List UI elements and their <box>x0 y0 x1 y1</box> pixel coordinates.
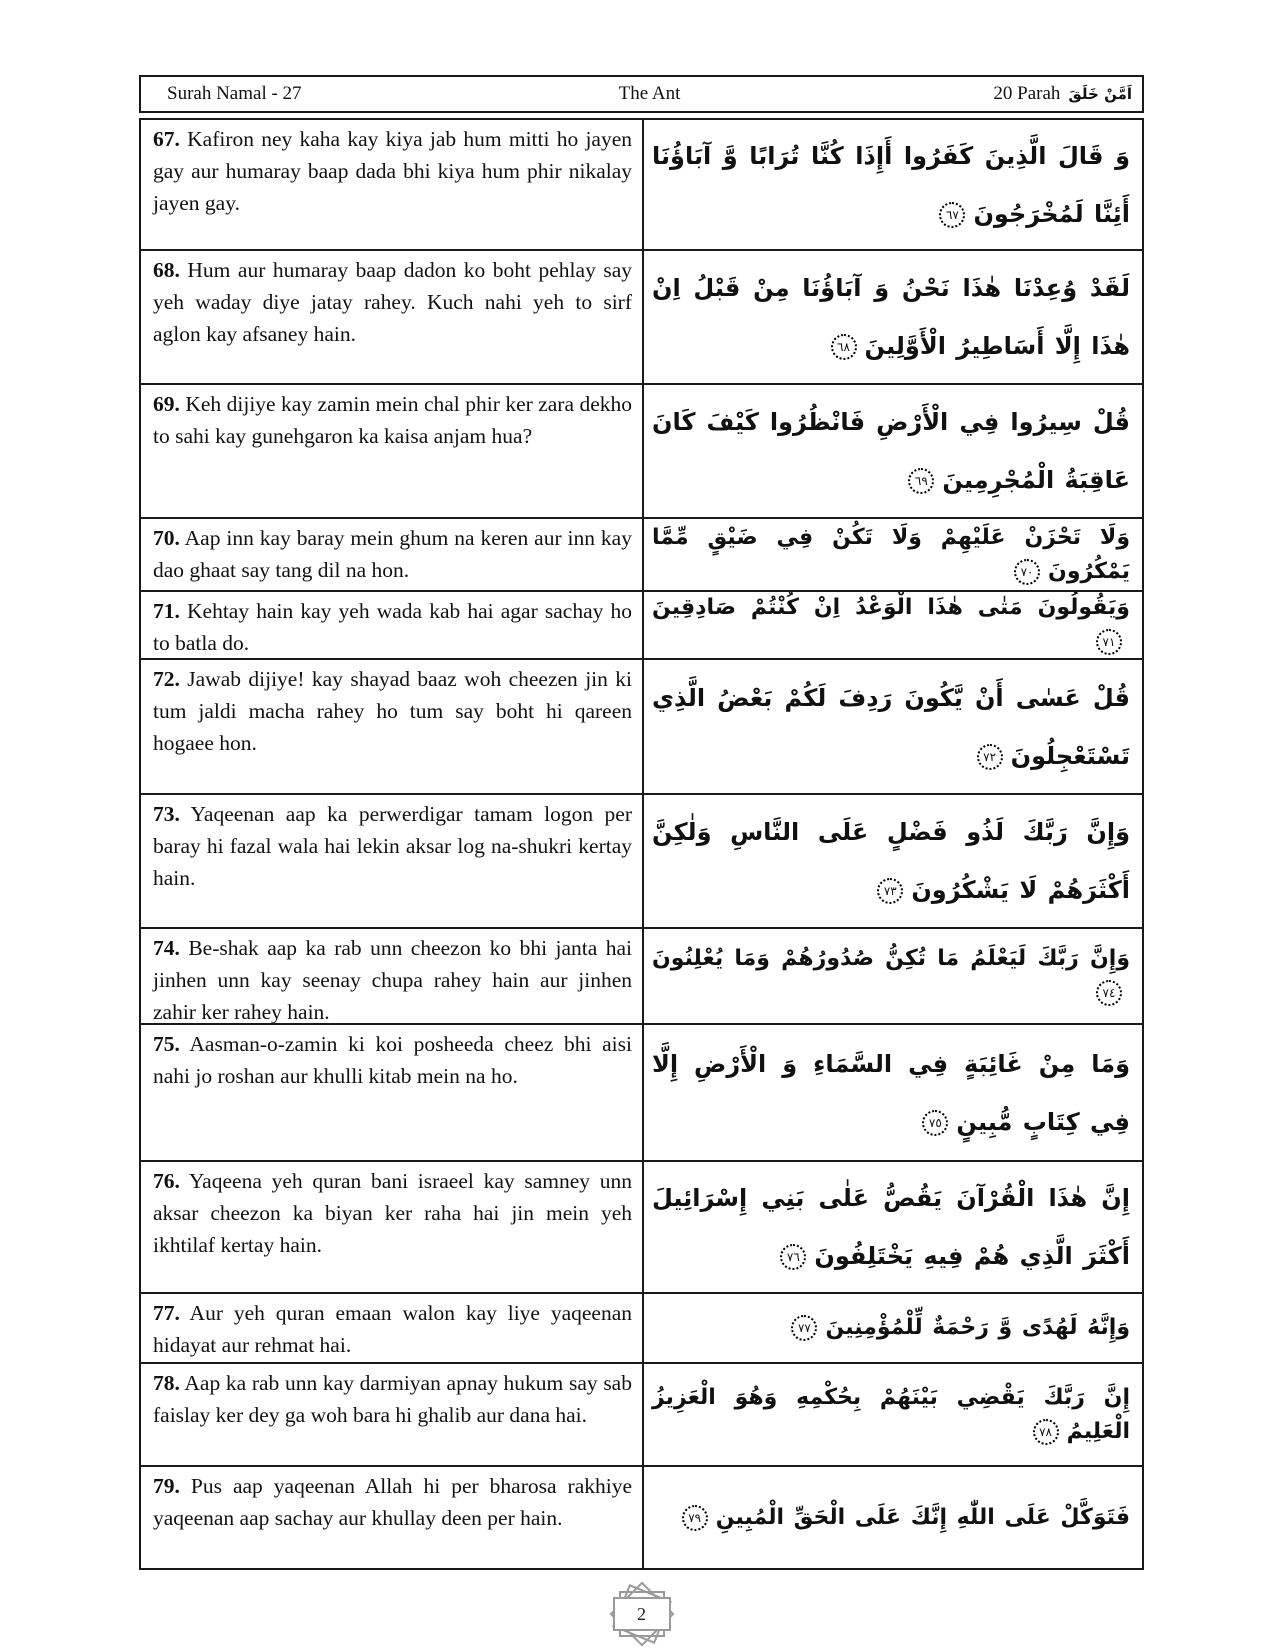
translation-cell <box>141 660 644 793</box>
verse-number: 71. <box>153 599 180 623</box>
page-header <box>139 75 1144 113</box>
arabic-text: وَإِنَّ رَبَّكَ لَيَعْلَمُ مَا تُكِنُّ صُدُورُهُمْ وَمَا يُعْلِنُونَ <box>652 946 1130 971</box>
arabic-text: وَ قَالَ الَّذِينَ كَفَرُوا أَإِذَا كُنَّا تُرَابًا وَّ آبَاؤُنَا أَئِنَّا لَمُخْرَجُونَ <box>652 141 1130 228</box>
translation-text: Hum aur humaray baap dadon ko boht pehlay say yeh waday diye jatay rahey. Kuch nahi yeh to sirf aglon kay afsaney hain. <box>153 258 632 346</box>
surah-english-name: The Ant <box>618 83 681 104</box>
translation-cell <box>141 592 644 658</box>
translation-cell <box>141 251 644 383</box>
arabic-text: قُلْ سِيرُوا فِي الْأَرْضِ فَانْظُرُوا كَيْفَ كَانَ عَاقِبَةُ الْمُجْرِمِينَ <box>652 408 1130 494</box>
arabic-text: إِنَّ هٰذَا الْقُرْآنَ يَقُصُّ عَلٰى بَنِي إِسْرَائِيلَ أَكْثَرَ الَّذِي هُمْ فِيهِ يَخْتَلِفُونَ <box>652 1184 1130 1270</box>
verse-row-77 <box>141 1294 1142 1364</box>
ayah-end-marker: ٦٩ <box>908 468 934 494</box>
translation-cell <box>141 1467 644 1568</box>
arabic-cell <box>644 385 1142 517</box>
verse-row-78 <box>141 1364 1142 1467</box>
translation-text: Yaqeena yeh quran bani israeel kay samney unn aksar cheezon ka biyan ker raha hai jin mein yeh ikhtilaf kertay hain. <box>153 1169 632 1257</box>
verse-number: 68. <box>153 258 180 282</box>
arabic-text: إِنَّ رَبَّكَ يَقْضِي بَيْنَهُمْ بِحُكْمِهِ وَهُوَ الْعَزِيزُ الْعَلِيمُ <box>652 1384 1130 1444</box>
translation-cell <box>141 519 644 590</box>
translation-text: Aur yeh quran emaan walon kay liye yaqeenan hidayat aur rehmat hai. <box>153 1301 632 1357</box>
verse-number: 79. <box>153 1474 180 1498</box>
parah-label: 20 Parah <box>993 83 1061 104</box>
arabic-text: فَتَوَكَّلْ عَلَى اللّٰهِ إِنَّكَ عَلَى الْحَقِّ الْمُبِينِ <box>715 1504 1130 1530</box>
translation-cell <box>141 120 644 249</box>
verse-number: 77. <box>153 1301 180 1325</box>
translation-text: Aap ka rab unn kay darmiyan apnay hukum say sab faislay ker dey ga woh bara hi ghalib aur dana hai. <box>153 1371 632 1427</box>
arabic-text: وَمَا مِنْ غَائِبَةٍ فِي السَّمَاءِ وَ الْأَرْضِ إِلَّا فِي كِتَابٍ مُّبِينٍ <box>652 1049 1130 1136</box>
parah-arabic-calligraphy: اَمَّنْ خَلَقَ <box>1068 85 1133 103</box>
arabic-cell <box>644 120 1142 249</box>
verse-row-73 <box>141 795 1142 929</box>
verse-number: 78. <box>153 1371 180 1395</box>
arabic-text: وَيَقُولُونَ مَتٰى هٰذَا الْوَعْدُ اِنْ كُنْتُمْ صَادِقِينَ <box>652 595 1130 620</box>
arabic-cell <box>644 1162 1142 1292</box>
verse-row-72 <box>141 660 1142 795</box>
translation-text: Jawab dijiye! kay shayad baaz woh cheezen jin ki tum jaldi macha rahey ho tum say boht hi qareen hogaee hon. <box>153 667 632 755</box>
ayah-end-marker: ٧١ <box>1096 629 1122 655</box>
parah-info <box>810 83 1142 105</box>
verse-number: 74. <box>153 936 180 960</box>
translation-cell <box>141 1364 644 1465</box>
translation-text: Yaqeenan aap ka perwerdigar tamam logon per baray hi fazal wala hai lekin aksar log na-shukri kertay hain. <box>153 802 633 890</box>
verse-row-68 <box>141 251 1142 385</box>
translation-cell <box>141 1294 644 1362</box>
arabic-text: وَلَا تَحْزَنْ عَلَيْهِمْ وَلَا تَكُنْ فِي ضَيْقٍ مِّمَّا يَمْكُرُونَ <box>652 524 1130 584</box>
translation-cell <box>141 929 644 1023</box>
translation-cell <box>141 385 644 517</box>
verse-number: 76. <box>153 1169 180 1193</box>
ayah-end-marker: ٧٥ <box>922 1110 948 1136</box>
verses-table <box>139 118 1144 1570</box>
translation-cell <box>141 795 644 927</box>
verse-row-70 <box>141 519 1142 592</box>
verse-row-69 <box>141 385 1142 519</box>
verse-row-74 <box>141 929 1142 1025</box>
ayah-end-marker: ٧٦ <box>780 1244 806 1270</box>
arabic-cell <box>644 795 1142 927</box>
ayah-end-marker: ٧٠ <box>1014 559 1040 585</box>
verse-row-67 <box>141 120 1142 251</box>
translation-text: Aap inn kay baray mein ghum na keren aur inn kay dao ghaat say tang dil na hon. <box>153 526 632 582</box>
arabic-cell <box>644 929 1142 1023</box>
translation-text: Kafiron ney kaha kay kiya jab hum mitti ho jayen gay aur humaray baap dada bhi kiya hum phir nikalay jayen gay. <box>153 127 633 215</box>
arabic-cell <box>644 251 1142 383</box>
translation-text: Kehtay hain kay yeh wada kab hai agar sachay ho to batla do. <box>153 599 633 655</box>
translation-text: Pus aap yaqeenan Allah hi per bharosa rakhiye yaqeenan aap sachay aur khullay deen per hain. <box>153 1474 633 1530</box>
ayah-end-marker: ٧٧ <box>791 1315 817 1341</box>
ayah-end-marker: ٧٩ <box>682 1505 708 1531</box>
translation-text: Keh dijiye kay zamin mein chal phir ker zara dekho to sahi kay gunehgaron ka kaisa anjam hua? <box>153 392 633 448</box>
ayah-end-marker: ٧٨ <box>1033 1419 1059 1445</box>
translation-cell <box>141 1025 644 1160</box>
arabic-cell <box>644 1364 1142 1465</box>
verse-number: 73. <box>153 802 180 826</box>
ayah-end-marker: ٧٢ <box>977 744 1003 770</box>
ayah-end-marker: ٦٨ <box>831 334 857 360</box>
surah-title: Surah Namal - 27 <box>167 83 302 104</box>
ayah-end-marker: ٧٣ <box>877 878 903 904</box>
verse-number: 67. <box>153 127 180 151</box>
arabic-text: قُلْ عَسٰى أَنْ يَّكُونَ رَدِفَ لَكُمْ بَعْضُ الَّذِي تَسْتَعْجِلُونَ <box>652 683 1130 770</box>
translation-text: Aasman-o-zamin ki koi posheeda cheez bhi aisi nahi jo roshan aur khulli kitab mein na ho. <box>153 1032 632 1088</box>
verse-row-79 <box>141 1467 1142 1568</box>
arabic-cell <box>644 660 1142 793</box>
arabic-text: لَقَدْ وُعِدْنَا هٰذَا نَحْنُ وَ آبَاؤُنَا مِنْ قَبْلُ اِنْ هٰذَا إِلَّا أَسَاطِيرُ الْأَوَّلِينَ <box>652 274 1130 360</box>
arabic-cell <box>644 1467 1142 1568</box>
verse-number: 70. <box>153 526 180 550</box>
arabic-cell <box>644 1294 1142 1362</box>
arabic-cell <box>644 592 1142 658</box>
page-number-emblem <box>603 1575 681 1650</box>
arabic-cell <box>644 519 1142 590</box>
arabic-text: وَإِنَّهُ لَهُدًى وَّ رَحْمَةٌ لِّلْمُؤْمِنِينَ <box>825 1315 1130 1340</box>
ayah-end-marker: ٦٧ <box>939 202 965 228</box>
translation-text: Be-shak aap ka rab unn cheezon ko bhi janta hai jinhen unn kay seenay chupa rahey hain aur jinhen zahir ker rahey hain. <box>153 936 633 1023</box>
verse-number: 75. <box>153 1032 180 1056</box>
verse-row-75 <box>141 1025 1142 1162</box>
verse-row-71 <box>141 592 1142 660</box>
page-footer <box>139 1575 1144 1650</box>
content-area <box>139 75 1144 1570</box>
translation-cell <box>141 1162 644 1292</box>
arabic-cell <box>644 1025 1142 1160</box>
page-number: 2 <box>637 1603 646 1624</box>
verse-number: 72. <box>153 667 180 691</box>
verse-number: 69. <box>153 392 180 416</box>
arabic-text: وَإِنَّ رَبَّكَ لَذُو فَضْلٍ عَلَى النَّاسِ وَلٰكِنَّ أَكْثَرَهُمْ لَا يَشْكُرُونَ <box>652 818 1130 904</box>
ayah-end-marker: ٧٤ <box>1096 980 1122 1006</box>
verse-row-76 <box>141 1162 1142 1294</box>
